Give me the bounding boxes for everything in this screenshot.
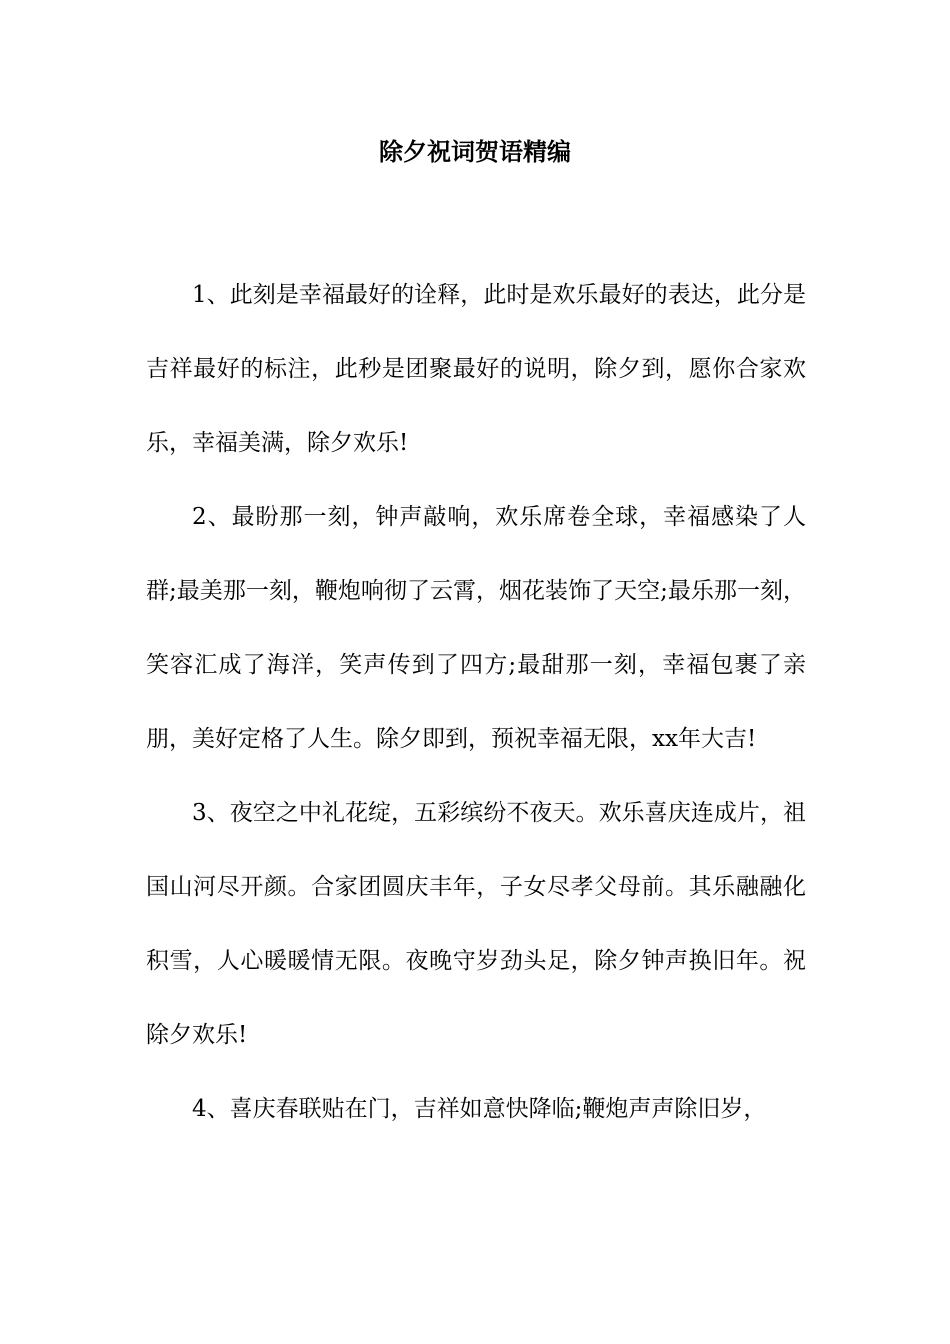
paragraph-4: 4、喜庆春联贴在门，吉祥如意快降临;鞭炮声声除旧岁，	[192, 1096, 767, 1122]
paragraph-1: 1、此刻是幸福最好的诠释，此时是欢乐最好的表达，此分是吉祥最好的标注，此秒是团聚最好的说明，除夕到，愿你合家欢乐，幸福美满，除夕欢乐!	[146, 282, 806, 456]
document-body	[146, 258, 806, 1146]
paragraph-2: 2、最盼那一刻，钟声敲响，欢乐席卷全球，幸福感染了人群;最美那一刻，鞭炮响彻了云霄，烟花装饰了天空;最乐那一刻，笑容汇成了海洋，笑声传到了四方;最甜那一刻，幸福包裹了亲朋，美好定格了人生。除夕即到，预祝幸福无限，xx年大吉!	[146, 504, 806, 752]
document-title: 除夕祝词贺语精编	[379, 138, 571, 166]
paragraph-3: 3、夜空之中礼花绽，五彩缤纷不夜天。欢乐喜庆连成片，祖国山河尽开颜。合家团圆庆丰年，子女尽孝父母前。其乐融融化积雪，人心暖暖情无限。夜晚守岁劲头足，除夕钟声换旧年。祝除夕欢乐!	[146, 800, 806, 1048]
